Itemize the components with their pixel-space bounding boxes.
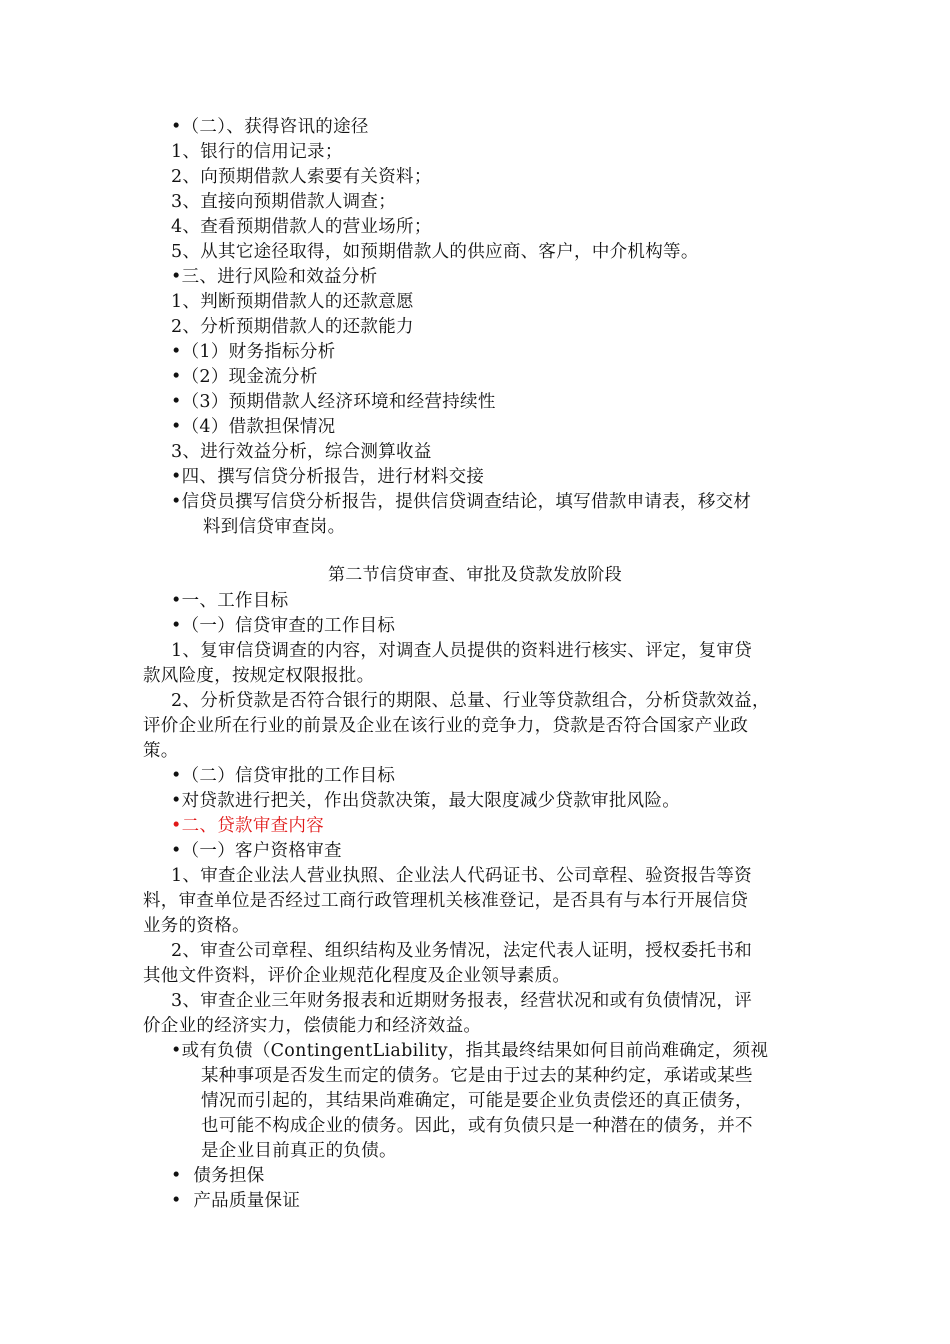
paragraph-line: 1、复审信贷调查的内容，对调查人员提供的资料进行核实、评定，复审贷 <box>171 641 753 661</box>
list-item: •（2）现金流分析 <box>171 367 318 387</box>
paragraph-line: 也可能不构成企业的债务。因此，或有负债只是一种潜在的债务，并不 <box>201 1116 753 1136</box>
paragraph-line: 料，审查单位是否经过工商行政管理机关核准登记，是否具有与本行开展信贷 <box>143 891 749 911</box>
list-item: 3、直接向预期借款人调查； <box>171 192 397 212</box>
list-item: 5、从其它途径取得，如预期借款人的供应商、客户，中介机构等。 <box>171 242 699 262</box>
paragraph-line: 1、审查企业法人营业执照、企业法人代码证书、公司章程、验资报告等资 <box>171 866 753 886</box>
list-item: 1、判断预期借款人的还款意愿 <box>171 292 414 312</box>
heading-risk-analysis: •三、进行风险和效益分析 <box>171 267 378 287</box>
paragraph-line: 其他文件资料，评价企业规范化程度及企业领导素质。 <box>143 966 571 986</box>
paragraph-line: 情况而引起的，其结果尚难确定，可能是要企业负责偿还的真正债务， <box>201 1091 753 1111</box>
subheading: •（二）信贷审批的工作目标 <box>171 766 396 786</box>
paragraph-line: •或有负债（ContingentLiability，指其最终结果如何目前尚难确定，须视 <box>171 1041 769 1061</box>
list-item: 1、银行的信用记录； <box>171 142 343 162</box>
list-item: 2、分析预期借款人的还款能力 <box>171 317 414 337</box>
list-item: •（4）借款担保情况 <box>171 417 336 437</box>
paragraph-line: 某种事项是否发生而定的债务。它是由于过去的某种约定，承诺或某些 <box>201 1066 753 1086</box>
paragraph-line: 评价企业所在行业的前景及企业在该行业的竞争力，贷款是否符合国家产业政 <box>143 716 749 736</box>
list-item: • 产品质量保证 <box>171 1191 301 1211</box>
list-item: •（1）财务指标分析 <box>171 342 336 362</box>
paragraph-line: 料到信贷审查岗。 <box>203 517 346 537</box>
list-item: 4、查看预期借款人的营业场所； <box>171 217 432 237</box>
heading-report: •四、撰写信贷分析报告，进行材料交接 <box>171 467 485 487</box>
paragraph-line: 款风险度，按规定权限报批。 <box>143 666 375 686</box>
paragraph-line: •信贷员撰写信贷分析报告，提供信贷调查结论，填写借款申请表，移交材 <box>171 492 752 512</box>
list-item: 3、进行效益分析，综合测算收益 <box>171 442 432 462</box>
paragraph-line: 2、分析贷款是否符合银行的期限、总量、行业等贷款组合，分析贷款效益， <box>171 691 770 711</box>
heading-loan-review-content: •二、贷款审查内容 <box>171 816 325 836</box>
subheading: •（一）信贷审查的工作目标 <box>171 616 396 636</box>
list-item: •（3）预期借款人经济环境和经营持续性 <box>171 392 496 412</box>
paragraph-line: 价企业的经济实力，偿债能力和经济效益。 <box>143 1016 482 1036</box>
heading-info-channels: •（二）、获得咨讯的途径 <box>171 117 369 137</box>
paragraph-line: 3、审查企业三年财务报表和近期财务报表，经营状况和或有负债情况，评 <box>171 991 753 1011</box>
paragraph-line: 业务的资格。 <box>143 916 250 936</box>
paragraph-line: •对贷款进行把关，作出贷款决策，最大限度减少贷款审批风险。 <box>171 791 681 811</box>
subheading: •（一）客户资格审查 <box>171 841 342 861</box>
list-item: • 债务担保 <box>171 1166 265 1186</box>
list-item: 2、向预期借款人索要有关资料； <box>171 167 432 187</box>
section-title: 第二节信贷审查、审批及贷款发放阶段 <box>327 565 623 585</box>
heading-work-goal: •一、工作目标 <box>171 591 289 611</box>
paragraph-line: 策。 <box>143 741 179 761</box>
paragraph-line: 是企业目前真正的负债。 <box>201 1141 397 1161</box>
paragraph-line: 2、审查公司章程、组织结构及业务情况，法定代表人证明，授权委托书和 <box>171 941 753 961</box>
